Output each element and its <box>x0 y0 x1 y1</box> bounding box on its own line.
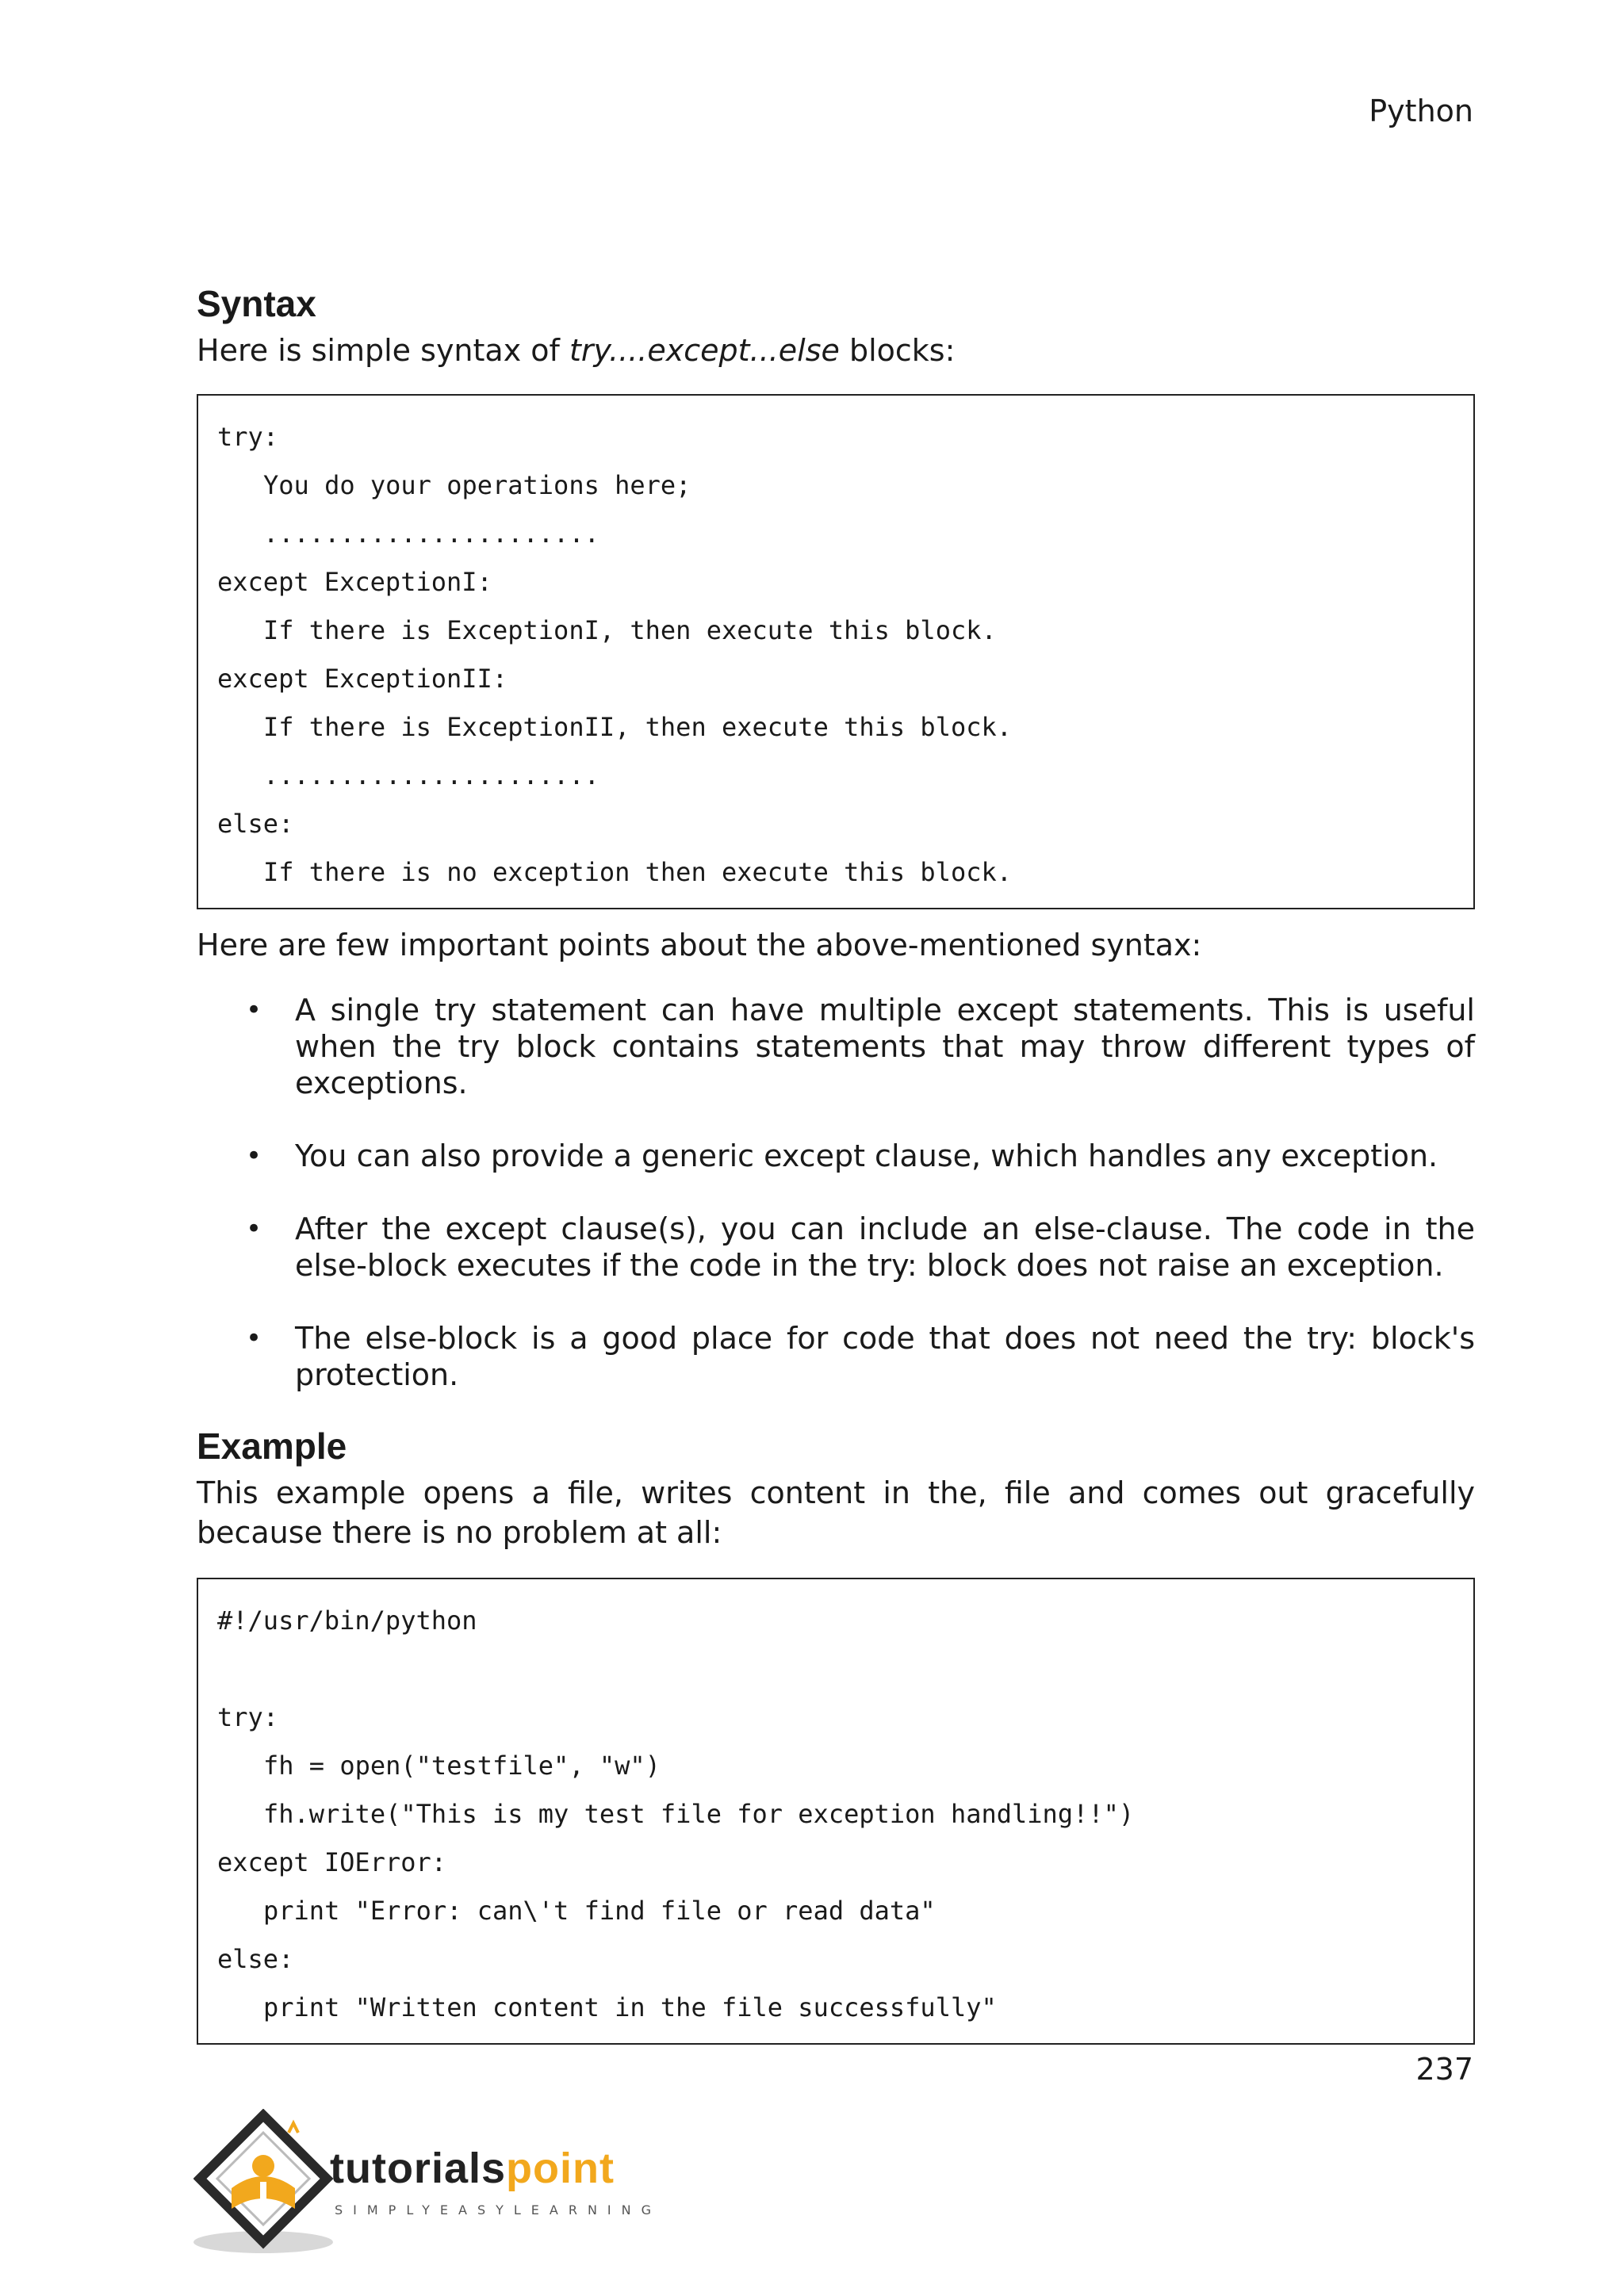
tutorialspoint-logo <box>193 2109 662 2263</box>
bullet-text: After the except clause(s), you can include an else-clause. The code in the else-block executes if the code in the try: block does not raise an exception. <box>295 1211 1475 1284</box>
code-line: try: <box>217 422 279 453</box>
code-line <box>217 1645 1454 1693</box>
bullet-icon: • <box>246 1322 262 1355</box>
bullet-item <box>197 992 1475 1101</box>
code-line: print "Written content in the file successfully" <box>263 1992 997 2023</box>
bullet-icon: • <box>246 1140 262 1173</box>
logo-tagline: SIMPLYEASYLEARNING <box>335 2202 662 2218</box>
syntax-heading: Syntax <box>197 283 316 324</box>
bullet-icon: • <box>246 994 262 1027</box>
code-line: except ExceptionI: <box>217 567 492 598</box>
bullet-icon: • <box>246 1213 262 1246</box>
code-line: fh = open("testfile", "w") <box>263 1751 661 1781</box>
example-heading: Example <box>197 1425 347 1468</box>
code-line: except ExceptionII: <box>217 664 508 695</box>
code-line: print "Error: can\'t find file or read data" <box>263 1896 936 1927</box>
code-line: fh.write("This is my test file for exception handling!!") <box>263 1799 1135 1830</box>
code-line: else: <box>217 809 294 840</box>
code-line: ...................... <box>263 760 599 791</box>
points-list <box>197 992 1475 1393</box>
bullet-item <box>197 1320 1475 1393</box>
code-line: #!/usr/bin/python <box>217 1605 477 1636</box>
logo-wordmark: tutorialspoint <box>330 2145 615 2192</box>
bullet-text: The else-block is a good place for code that does not need the try: block's protection. <box>295 1321 1475 1393</box>
page-header-title: Python <box>1369 94 1473 128</box>
code-line: else: <box>217 1944 294 1975</box>
code-line: If there is ExceptionII, then execute this block. <box>263 712 1013 743</box>
points-intro: Here are few important points about the above-mentioned syntax: <box>197 928 1202 963</box>
example-intro: This example opens a file, writes content in the, file and comes out gracefully because there is no problem at all: <box>197 1475 1475 1551</box>
logo-diamond-icon <box>193 2109 336 2260</box>
bullet-text: You can also provide a generic except clause, which handles any exception. <box>295 1138 1438 1174</box>
syntax-code-block <box>197 394 1475 909</box>
example-code-block <box>197 1578 1475 2045</box>
code-line: If there is ExceptionI, then execute this block. <box>263 615 997 646</box>
code-line: If there is no exception then execute this block. <box>263 857 1013 888</box>
syntax-intro: Here is simple syntax of try....except...else blocks: <box>197 333 956 369</box>
bullet-item <box>197 1138 1475 1174</box>
page-number: 237 <box>1415 2052 1473 2087</box>
code-line: except IOError: <box>217 1847 446 1878</box>
code-line: You do your operations here; <box>263 470 691 501</box>
page-content <box>197 282 1475 2045</box>
code-line: try: <box>217 1702 279 1733</box>
bullet-item <box>197 1211 1475 1284</box>
code-line: ...................... <box>263 519 599 549</box>
bullet-text: A single try statement can have multiple except statements. This is useful when the try block contains statements that may throw different types of exceptions. <box>295 993 1475 1101</box>
